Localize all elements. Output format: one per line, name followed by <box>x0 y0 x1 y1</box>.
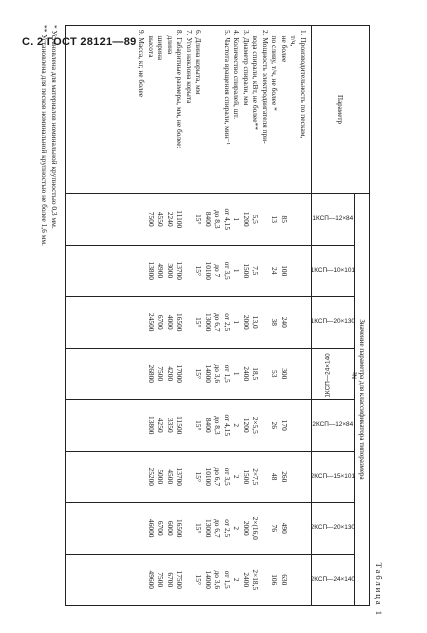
param-line: вода спирали, кВт, не более** <box>251 30 261 130</box>
value-cell <box>261 349 271 400</box>
value-cell: от 1,5 <box>223 364 232 383</box>
value-cell: 10100 <box>204 467 213 486</box>
column-header: 2КСП—15×101 <box>312 451 355 503</box>
value-cell: от 2,5 <box>223 313 232 332</box>
column-header-mark: № <box>351 371 359 379</box>
value-cell: 24 <box>270 267 280 275</box>
value-cell: 13000 <box>204 519 213 538</box>
value-cell: 490 <box>280 522 289 534</box>
value-column <box>66 503 312 555</box>
value-cell: 4500 <box>166 469 175 485</box>
value-cell: до 7 <box>213 264 223 278</box>
column-header: 1КСП—20×130 <box>312 297 355 349</box>
value-cell: от 2,5 <box>223 519 232 538</box>
value-cell <box>289 503 299 554</box>
value-cell: 18,5 <box>251 367 261 381</box>
value-cell <box>185 194 195 245</box>
value-cell: 38 <box>270 318 280 326</box>
value-cell: 2×18,5 <box>251 569 261 591</box>
value-cell: 13700 <box>175 467 185 486</box>
value-cell <box>185 349 195 400</box>
value-cell: 15° <box>194 317 204 328</box>
value-cell: 15° <box>194 420 204 431</box>
value-cell <box>299 452 309 503</box>
value-cell: 13,0 <box>251 315 261 329</box>
value-cell: 1200 <box>242 211 251 227</box>
param-line: 6. Длина корыта, мм <box>194 30 204 95</box>
value-cell: от 3,5 <box>223 467 232 486</box>
value-cell: 7500 <box>156 572 166 588</box>
value-cell <box>185 555 195 606</box>
value-cell: 6000 <box>166 520 175 536</box>
value-cell <box>299 555 309 606</box>
value-cell <box>289 194 299 245</box>
value-cell: до 3,6 <box>213 570 223 590</box>
value-cell: от 4,15 <box>223 414 232 437</box>
value-cell: 106 <box>270 574 280 586</box>
value-cell: 240 <box>280 316 289 328</box>
value-cell: 2 <box>232 526 242 531</box>
param-line <box>213 30 223 190</box>
column-header: 2КСП—24×140 <box>312 554 355 606</box>
value-cell: 14000 <box>204 364 213 383</box>
value-cell: 16500 <box>175 313 185 332</box>
value-cell <box>261 194 271 245</box>
value-cell: 2240 <box>166 211 175 227</box>
param-line: длина <box>166 30 175 55</box>
value-cell: 6700 <box>166 572 175 588</box>
param-column-header: Параметр <box>312 26 370 194</box>
value-cell: 1 <box>232 268 242 273</box>
value-cell: 2 <box>232 423 242 428</box>
value-cell: 100 <box>280 265 289 277</box>
param-line: не более <box>280 30 289 63</box>
value-cell: 17000 <box>175 364 185 383</box>
value-cell: 46000 <box>147 519 156 538</box>
value-cell: 15° <box>194 265 204 276</box>
value-cell: 260 <box>280 471 289 483</box>
value-cell: 48 <box>270 473 280 481</box>
param-line: 4. Количество спиралей, шт. <box>232 30 242 119</box>
value-cell: 7500 <box>147 211 156 227</box>
value-cell: 53 <box>270 370 280 378</box>
value-cell <box>299 246 309 297</box>
value-cell: 1200 <box>242 417 251 433</box>
value-cell: 8400 <box>204 417 213 433</box>
value-cell: 17500 <box>175 570 185 589</box>
value-cell: 2×7,5 <box>251 468 261 486</box>
value-cell <box>289 349 299 400</box>
page-header: С. 2 ГОСТ 28121—89 <box>22 36 137 48</box>
param-line: т/ч, <box>289 30 299 47</box>
param-line: 5. Частота вращения спирали, мин⁻¹ <box>223 30 232 145</box>
value-cell: до 6,7 <box>213 467 223 487</box>
value-cell: до 8,3 <box>213 415 223 435</box>
value-cell: 15° <box>194 214 204 225</box>
footnote: ** Установлена для песков номинальной крупностью не более 1,6 мм. <box>40 25 49 246</box>
value-cell: 26 <box>270 421 280 429</box>
value-cell: 13800 <box>147 416 156 435</box>
value-column <box>66 400 312 452</box>
value-cell: 49600 <box>147 570 156 589</box>
value-column <box>66 554 312 606</box>
value-cell: 170 <box>280 419 289 431</box>
param-line: 2. Мощность электродвигателя при- <box>261 30 270 144</box>
value-cell <box>185 503 195 554</box>
value-cell: до 6,7 <box>213 518 223 538</box>
value-cell: 4000 <box>166 314 175 330</box>
value-cell: 24500 <box>147 313 156 332</box>
value-cell <box>261 297 271 348</box>
value-cell: 2 <box>232 474 242 479</box>
param-line: 8. Габаритные размеры, мм, не более: <box>175 30 185 149</box>
value-cell: 3000 <box>166 263 175 279</box>
value-cell <box>299 503 309 554</box>
value-cell: 76 <box>270 524 280 532</box>
value-cell: 5000 <box>156 469 166 485</box>
value-cell: 15° <box>194 523 204 534</box>
param-line <box>204 30 214 190</box>
value-cell: от 3,5 <box>223 261 232 280</box>
value-column <box>66 194 312 246</box>
param-line: 9. Масса, кг, не более <box>137 30 147 98</box>
value-cell: 2×(16,0 <box>251 516 261 540</box>
value-cell: 4900 <box>156 263 166 279</box>
value-cell: 25200 <box>147 467 156 486</box>
value-cell: 13800 <box>147 261 156 280</box>
value-cell: 1500 <box>242 469 251 485</box>
value-column <box>66 297 312 349</box>
value-cell: 13700 <box>175 261 185 280</box>
value-cell <box>261 246 271 297</box>
value-cell: 1 <box>232 217 242 222</box>
column-header: 1КСП—24×140 № <box>312 348 355 400</box>
value-cell: 5,5 <box>251 214 261 224</box>
footnotes <box>39 25 59 246</box>
value-cell <box>261 400 271 451</box>
group-header: Значение параметра для классификатора типоразмера <box>355 194 370 606</box>
value-cell: 7,5 <box>251 266 261 276</box>
param-line: 7. Угол наклона корыта <box>185 30 194 104</box>
value-cell: до 6,7 <box>213 312 223 332</box>
column-header: 1КСП—10×101 <box>312 245 355 297</box>
value-cell: до 8,3 <box>213 209 223 229</box>
value-cell: 2000 <box>242 520 251 536</box>
value-cell: 4550 <box>156 211 166 227</box>
value-cell <box>185 452 195 503</box>
value-cell: 15° <box>194 368 204 379</box>
value-cell: 3350 <box>166 417 175 433</box>
value-column <box>66 348 312 400</box>
value-cell: от 1,5 <box>223 570 232 589</box>
value-cell <box>185 400 195 451</box>
value-cell: 8400 <box>204 211 213 227</box>
param-list <box>66 26 312 194</box>
parameters-table <box>65 25 370 606</box>
param-line: высота <box>147 30 156 58</box>
value-cell: 15° <box>194 574 204 585</box>
value-cell <box>261 452 271 503</box>
param-line: по сливу, т/ч, не более * <box>270 30 280 111</box>
value-cell: 85 <box>280 215 289 223</box>
value-cell <box>185 297 195 348</box>
value-cell: 13000 <box>204 313 213 332</box>
value-cell: 6700 <box>156 520 166 536</box>
column-header: 1КСП—12×84 <box>312 194 355 246</box>
value-cell <box>299 400 309 451</box>
footnote: * Установлена для материалов номинальной крупностью 0,3 мм. <box>50 25 59 229</box>
value-cell <box>289 246 299 297</box>
value-cell: 11500 <box>175 416 185 435</box>
value-cell <box>289 400 299 451</box>
value-cell: 7500 <box>156 366 166 382</box>
value-cell: до 3,6 <box>213 364 223 384</box>
value-cell: 15° <box>194 471 204 482</box>
value-cell: 2400 <box>242 366 251 382</box>
value-cell: 16500 <box>175 519 185 538</box>
value-cell <box>261 503 271 554</box>
value-cell: 1 <box>232 371 242 376</box>
value-cell <box>299 194 309 245</box>
value-column <box>66 245 312 297</box>
value-cell: 14000 <box>204 570 213 589</box>
value-cell: 300 <box>280 368 289 380</box>
value-cell: 1 <box>232 320 242 325</box>
value-cell <box>299 297 309 348</box>
value-cell: 2000 <box>242 314 251 330</box>
value-cell: 4200 <box>166 366 175 382</box>
value-cell: 4250 <box>156 417 166 433</box>
value-cell <box>289 452 299 503</box>
param-line: 3. Диаметр спирали, мм <box>242 30 251 106</box>
value-cell: от 4,15 <box>223 208 232 231</box>
column-header: 2КСП—12×84 <box>312 400 355 452</box>
value-cell <box>289 555 299 606</box>
value-cell: 6700 <box>156 314 166 330</box>
value-cell: 630 <box>280 574 289 586</box>
value-cell: 2×5,5 <box>251 416 261 434</box>
value-cell <box>289 297 299 348</box>
value-cell: 10100 <box>204 261 213 280</box>
value-cell: 2 <box>232 577 242 582</box>
value-cell <box>185 246 195 297</box>
param-line: 1. Производительность по пескам, <box>299 30 308 139</box>
value-cell: 1500 <box>242 263 251 279</box>
value-cell: 2400 <box>242 572 251 588</box>
param-line: ширина <box>156 30 166 61</box>
value-cell <box>261 555 271 606</box>
value-cell: 13 <box>270 215 280 223</box>
table-caption: Таблица 1 <box>374 562 384 617</box>
column-header: 2КСП—20×130 <box>312 503 355 555</box>
value-cell: 11100 <box>175 210 185 229</box>
value-cell: 26800 <box>147 364 156 383</box>
value-column <box>66 451 312 503</box>
